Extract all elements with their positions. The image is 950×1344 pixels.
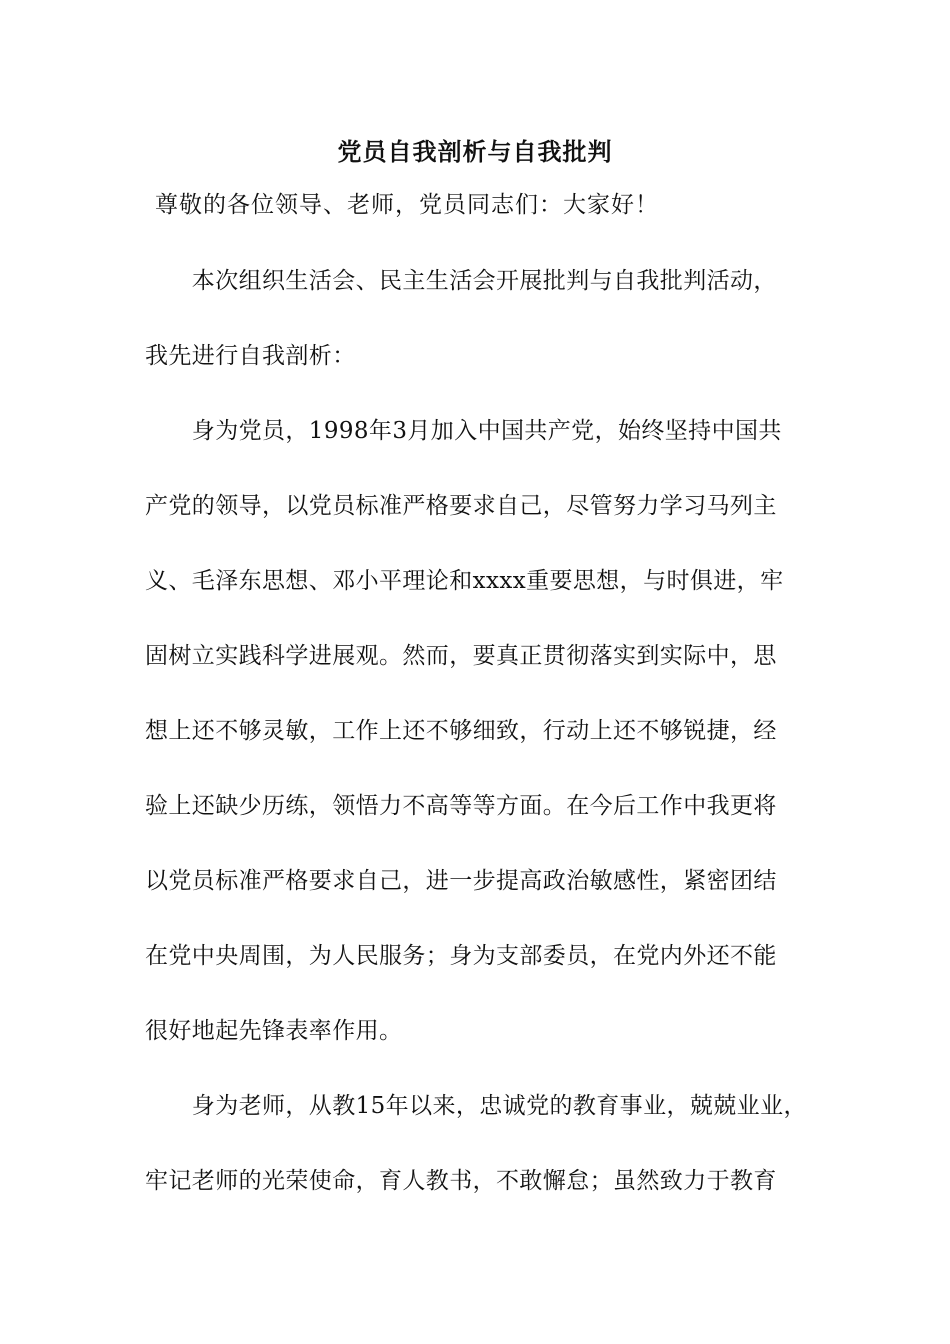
body-line: 很好地起先锋表率作用。 <box>145 1018 403 1044</box>
body-line: 本次组织生活会、民主生活会开展批判与自我批判活动， <box>145 268 777 294</box>
body-line: 固树立实践科学进展观。然而，要真正贯彻落实到实际中，思 <box>145 643 777 669</box>
body-line: 义、毛泽东思想、邓小平理论和xxxx重要思想，与时俱进，牢 <box>145 568 784 594</box>
body-line: 在党中央周围，为人民服务；身为支部委员，在党内外还不能 <box>145 943 777 969</box>
body-line: 身为老师，从教15年以来，忠诚党的教育事业，兢兢业业， <box>145 1093 807 1119</box>
greeting-line: 尊敬的各位领导、老师，党员同志们：大家好！ <box>155 192 659 218</box>
body-line: 以党员标准严格要求自己，进一步提高政治敏感性，紧密团结 <box>145 868 777 894</box>
body-line: 我先进行自我剖析： <box>145 343 356 369</box>
body-line: 验上还缺少历练，领悟力不高等等方面。在今后工作中我更将 <box>145 793 777 819</box>
document-title: 党员自我剖析与自我批判 <box>337 137 613 166</box>
body-line: 身为党员，1998年3月加入中国共产党，始终坚持中国共 <box>145 418 782 444</box>
body-line: 牢记老师的光荣使命，育人教书，不敢懈怠；虽然致力于教育 <box>145 1168 777 1194</box>
body-line: 产党的领导，以党员标准严格要求自己，尽管努力学习马列主 <box>145 493 777 519</box>
body-line: 想上还不够灵敏，工作上还不够细致，行动上还不够锐捷，经 <box>145 718 777 744</box>
